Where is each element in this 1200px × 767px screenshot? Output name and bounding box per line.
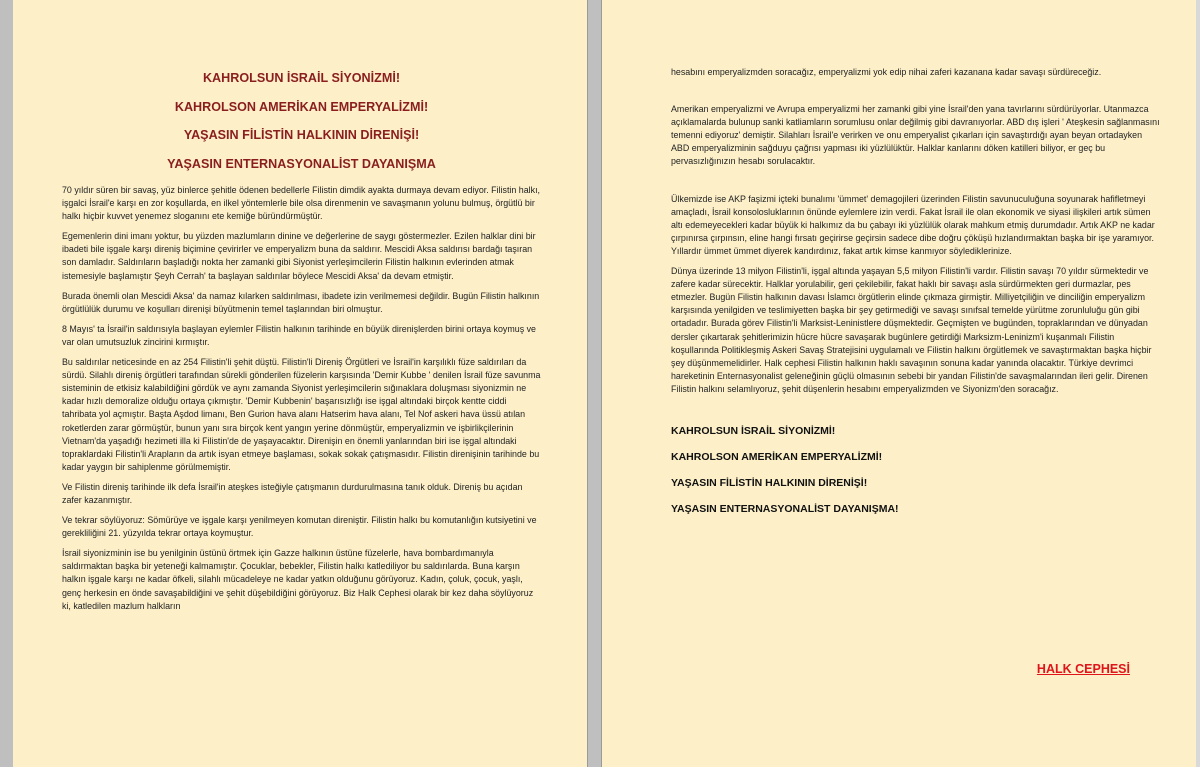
paragraph: İsrail siyonizminin ise bu yenilginin üstünü örtmek için Gazze halkının üstüne füzelerle, hava bombardımanıyla saldırmaktan başka bir yeteneği kalmamıştır. Çocuklar, bebekler, Filistin halkı katlediliyor bu saldırılarda. Buna karşın halkın işgale karşı ne kadar öfkeli, silahlı mücadeleye ne kadar yatkın olduğunu görüyoruz. Kadın, çoluk, çocuk, yaşlı, genç herkesin en önde savaşabildiğini ve şehit düşebildiğini görüyoruz. Biz Halk Cephesi olarak bir kez daha söylüyoruz ki, katledilen mazlum halkların — [62, 548, 534, 611]
paragraph: Ülkemizde ise AKP faşizmi içteki bunalımı 'ümmet' demagojileri üzerinden Filistin savunuculuğuna soyunarak hafifletmeyi amaçladı, İsrail konsolosluklarının önünde eylemlere izin verdi. Fakat İsrail ile olan ekonomik ve siyasi ilişkileri artık sümen altı edemeyecekleri kadar büyük ki halkımız da bu çabayı iki yüzlülük olarak mahkum etmiş durumdadır. Artık AKP ne kadar çırpınırsa çırpınsın, eline hangi fırsatı geçirirse geçirsin sadece dibe doğru çöküşü hızlandırmaktan başka bir işe yaramıyor. Yıllardır ümmet ümmet diyerek kandırdınız, fakat artık kimse kanmıyor söylediklerinize. — [671, 193, 1155, 256]
heading-4: YAŞASIN ENTERNASYONALİST DAYANIŞMA — [167, 156, 436, 171]
heading-3: YAŞASIN FİLİSTİN HALKININ DİRENİŞİ! — [183, 128, 420, 142]
paragraph: Burada önemli olan Mescidi Aksa' da namaz kılarken saldırılması, ibadete izin verilmemesi değildir. Bugün Filistin halkının örgütlülük durumu ve koşulları direnişi büyütmenin temel taşlarından biri olmuştur. — [62, 290, 540, 314]
paragraph: hesabını emperyalizmden soracağız, emperyalizmi yok edip nihai zaferi kazanana kadar savaşı sürdüreceğiz. — [671, 67, 1102, 77]
slogan: KAHROLSUN İSRAİL SİYONİZMİ! — [671, 424, 836, 437]
paragraph: Amerikan emperyalizmi ve Avrupa emperyalizmi her zamanki gibi yine İsrail'den yana tavırlarını sürdürüyorlar. Utanmazca açıklamalarda bulunup sanki katliamların sorumlusu onlar değilmiş gibi davranıyorlar. ABD dış işleri ' Ateşkesin sağlanmasını temenni ediyoruz' demiştir. Silahları İsrail'e verirken ve onu emperyalist çıkarları için savaştırdığı ayan beyan ortadayken ABD emperyalizminin sağduyu çağrısı yapması iki yüzlülüktür. Halklar kanlarını döken katilleri biliyor, er geç bu pervasızlığınızın hesabı sorulacaktır. — [671, 104, 1160, 167]
heading-2: KAHROLSON AMERİKAN EMPERYALİZMİ! — [174, 99, 429, 114]
document-page-left — [13, 0, 588, 767]
signature: HALK CEPHESİ — [1036, 662, 1130, 676]
heading-block — [62, 64, 541, 178]
paragraph: Dünya üzerinde 13 milyon Filistin'li, işgal altında yaşayan 5,5 milyon Filistin'li vardır. Filistin savaşı 70 yıldır sürmektedir ve zafere kadar sürecektir. Halklar yorulabilir, geri çekilebilir, fakat haklı bir savaşı asla sürdürmekten geri durmazlar, pes etmezler. Bugün Filistin halkının davası İslamcı örgütlerin elinde çıkmaza girmiştir. Milliyetçiliğin ve dinciliğin emperyalizm karşısında yenilgiden ve teslimiyetten başka bir şey getirmediği ve savaşı sınıfsal temelde yürütme zorunluluğu gün gibi ortadadır. Burada görev Filistin'li Marksist-Leninistlere düşmektedir. Geçmişten ve bugünden, topraklarından ve dünyadan dersler çıkartarak şehitlerimizin hücre hücre savaşarak bugünlere getirdiği Marksizm-Leninizm'i kuşanmalı Filistin koşullarında Politikleşmiş Askeri Savaş Stratejisini uygulamalı ve Filistin halkını örgütlemek ve savaştırmaktan başka hiçbir şey düşünmemelidirler. Halk cephesi Filistin halkının haklı savaşının sonuna kadar yanında olacaktır. Türkiye devrimci hareketinin Enternasyonalist geleneğinin güçlü olmasının sebebi bir yandan Filistin'de savaşmalarından ileri gelir. Direnen Filistin halkını selamlıyoruz, şehit düşenlerin hesabını emperyalizmden ve Siyonizm'den soracağız. — [671, 266, 1152, 394]
slogan: YAŞASIN ENTERNASYONALİST DAYANIŞMA! — [671, 502, 899, 515]
paragraph: Egemenlerin dini imanı yoktur, bu yüzden mazlumların dinine ve değerlerine de saygı göstermezler. Ezilen halklar dini bir ibadeti bile işgale karşı direniş biçimine çevirirler ve emperyalizm buna da saldırır. Mescidi Aksa saldırısı bardağı taşıran son damladır. Saldırıların başladığı nokta her zamanki gibi Siyonist yerleşimcilerin Filistin halkının evlerinden atmak istemesiyle başlamıştır Şeyh Cerrah' ta başlayan saldırılar böylece Mescidi Aksa' da devam etmiştir. — [62, 231, 536, 281]
slogan-block — [671, 418, 1160, 522]
paragraph: Ve Filistin direniş tarihinde ilk defa İsrail'in ateşkes isteğiyle çatışmanın durdurulmasına tanık olduk. Direniş bu açıdan zafer kazanmıştır. — [62, 481, 523, 505]
paragraph: Bu saldırılar neticesinde en az 254 Filistin'li şehit düştü. Filistin'li Direniş Örgütleri ve İsrail'in karşılıklı füze saldırıları da sürdü. Silahlı direniş örgütleri tarafından sürekli gönderilen füzelerin karşısında 'Demir Kubbe ' denilen İsrail füze savunma sisteminin de etkisiz kalabildiğini gördük ve aynı zamanda Siyonist yerleşimcilerin sığınaklara doluşması siyonizmin ne kadar hızlı demoralize olduğu ortaya çıkmıştır. 'Demir Kubbenin' başarısızlığı ise işgal altındaki birçok kentte ciddi tahribata yol açmıştır. Başta Aşdod limanı, Ben Gurion hava alanı Hatserim hava alanı, Tel Nof askeri hava üssü atılan roketlerden zarar görmüştür, bunun yanı sıra birçok kent yangın yerine dönmüştür, emperyalizmin ve işbirlikçilerinin Vietnam'da yaşadığı hezimeti illa ki Filistin'de de yaşayacaktır. Direnişin en önemli yanlarından biri ise işgal altındaki topraklardaki Filistin'li Arapların da artık isyan etmeye başlaması, sokak sokak çatışmasıdır. Filistin direnişinin tarihinde bu kadar yaygın bir sahiplenme görülmemiştir. — [62, 357, 541, 472]
heading-1: KAHROLSUN İSRAİL SİYONİZMİ! — [202, 71, 401, 85]
paragraph: 70 yıldır süren bir savaş, yüz binlerce şehitle ödenen bedellerle Filistin dimdik ayakta durmaya devam ediyor. Filistin halkı, işgalci İsrail'e karşı en zor koşullarda, en ilkel yöntemlerle bile olsa direnmenin ve savaşmanın yolunu bulmuş, örgütlü bir halkı hiçbir kuvvet yenemez sloganını ete kemiğe büründürmüştür. — [62, 185, 540, 222]
scrollbar[interactable] — [1196, 0, 1200, 767]
slogan: YAŞASIN FİLİSTİN HALKININ DİRENİŞİ! — [671, 476, 868, 489]
slogan: KAHROLSON AMERİKAN EMPERYALİZMİ! — [671, 450, 883, 463]
document-page-right — [601, 0, 1200, 767]
paragraph: Ve tekrar söylüyoruz: Sömürüye ve işgale karşı yenilmeyen komutan direniştir. Filistin halkı bu komutanlığın kutsiyetini ve gerekliliğini 21. yüzyılda tekrar ortaya koymuştur. — [62, 515, 537, 539]
paragraph: 8 Mayıs' ta İsrail'in saldırısıyla başlayan eylemler Filistin halkının tarihinde en büyük direnişlerden birini ortaya koymuş ve var olan umutsuzluk zincirini kırmıştır. — [62, 323, 536, 347]
